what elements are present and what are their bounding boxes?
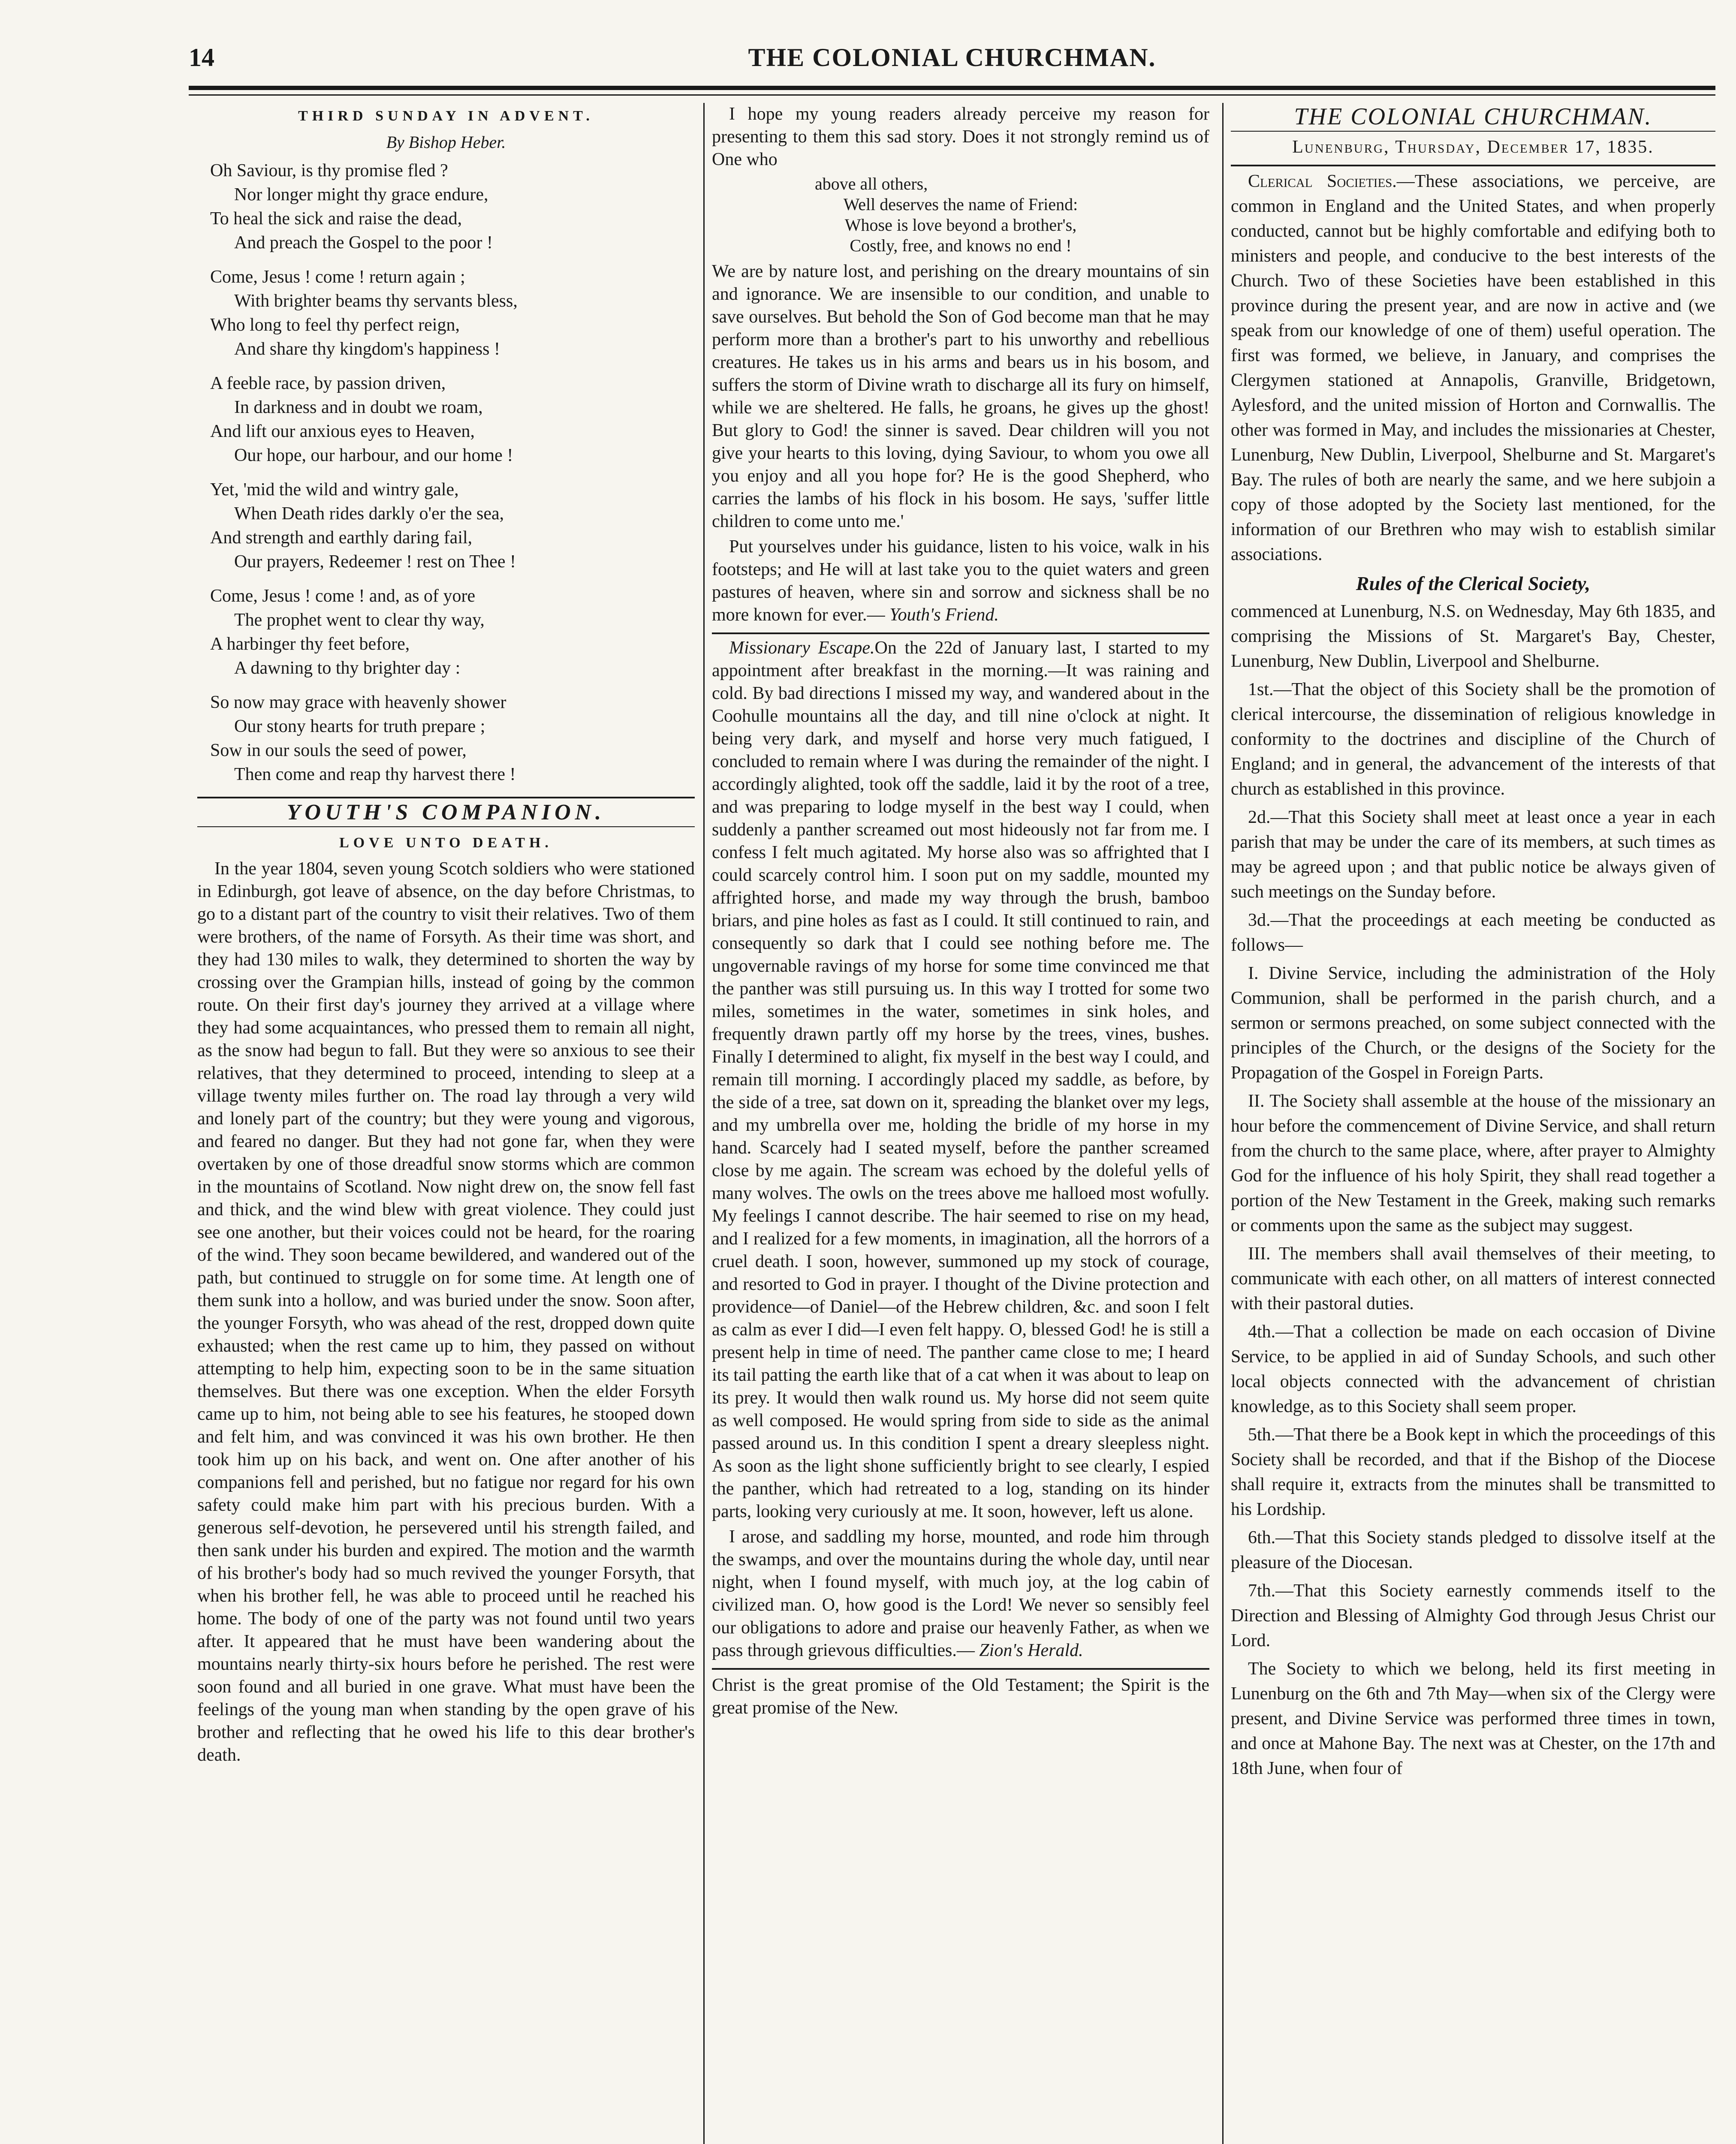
poem-line: And lift our anxious eyes to Heaven, bbox=[210, 422, 475, 441]
poem-stanza bbox=[210, 478, 695, 574]
poem-line: The prophet went to clear thy way, bbox=[234, 610, 485, 630]
editorial-paragraph bbox=[1231, 169, 1715, 567]
poem-line: In darkness and in doubt we roam, bbox=[234, 397, 483, 417]
poem-line: A feeble race, by passion driven, bbox=[210, 373, 446, 393]
closing-quote bbox=[712, 1674, 1209, 1719]
poem-line: Our stony hearts for truth prepare ; bbox=[234, 717, 485, 736]
verse-line: Well deserves the name of Friend: bbox=[843, 195, 1078, 214]
poem-line: Our hope, our harbour, and our home ! bbox=[234, 446, 513, 465]
column-3 bbox=[1231, 103, 1715, 1784]
article-title: Missionary Escape. bbox=[729, 638, 875, 658]
section-rule bbox=[1231, 131, 1715, 132]
source-credit: Youth's Friend. bbox=[889, 605, 999, 625]
verse-line: Whose is love beyond a brother's, bbox=[844, 215, 1077, 235]
poem-stanza bbox=[210, 690, 695, 786]
poem-line: To heal the sick and raise the dead, bbox=[210, 209, 462, 229]
story-paragraph: We are by nature lost, and perishing on the dreary mountains of sin and ignorance. We are insensible to our condition, and unable to save ourselves. But behold the Son of God become man that he may perform more than a brother's part to his unworthy and rebellious creatures. He takes us in his arms and bears us in his bosom, and suffers the storm of Divine wrath to discharge all its fury on himself, while we are sheltered. He falls, he groans, he gives up the ghost! But glory to God! the sinner is saved. Dear children will you not give your hearts to this loving, dying Saviour, to whom you owe all you enjoy and all you hope for? He is the good Shepherd, who carries the lambs of his flock in his bosom. He says, 'suffer little children to come unto me.' bbox=[712, 262, 1209, 531]
poem-line: A dawning to thy brighter day : bbox=[234, 658, 461, 678]
poem-line: Yet, 'mid the wild and wintry gale, bbox=[210, 480, 459, 500]
poem-line: Who long to feel thy perfect reign, bbox=[210, 315, 460, 335]
poem-line: A harbinger thy feet before, bbox=[210, 634, 410, 654]
column-divider bbox=[703, 103, 705, 2144]
section-rule bbox=[197, 797, 695, 798]
quoted-verse bbox=[712, 174, 1209, 256]
poem-stanza bbox=[210, 371, 695, 467]
editorial-title: THE COLONIAL CHURCHMAN. bbox=[1294, 103, 1652, 130]
poem-stanza bbox=[210, 265, 695, 361]
rule-item: 5th.—That there be a Book kept in which the proceedings of this Society shall be recorded, and that if the Bishop of the Diocese shall require it, extracts from the minutes shall be transmitted to his Lordship. bbox=[1231, 1425, 1715, 1519]
article-paragraph: I arose, and saddling my horse, mounted, and rode him through the swamps, and over the mountains during the whole day, until near night, when I found myself, with much joy, at the log cabin of civilized man. O, how good is the Lord! We never so sensibly feel our obligations to adore and praise our heavenly Father, as when we pass through grievous difficulties.— Zion's Herald. bbox=[712, 1527, 1209, 1660]
poem-line: Our prayers, Redeemer ! rest on Thee ! bbox=[234, 552, 516, 572]
rule-item: III. The members shall avail themselves of their meeting, to communicate with each other, on all matters of interest connected with their pastoral duties. bbox=[1231, 1244, 1715, 1313]
editorial-paragraph: The Society to which we belong, held its first meeting in Lunenburg on the 6th and 7th May—when six of the Clergy were present, and Divine Service was performed three times in town, and once at Mahone Bay. The next was at Chester, on the 17th and 18th June, when four of bbox=[1231, 1659, 1715, 1778]
poem-byline: By Bishop Heber. bbox=[386, 132, 506, 152]
section-rule bbox=[712, 1668, 1209, 1670]
poem-line: Then come and reap thy harvest there ! bbox=[234, 765, 516, 784]
poem-line: Sow in our souls the seed of power, bbox=[210, 741, 467, 760]
story-paragraph: I hope my young readers already perceive my reason for presenting to them this sad story. Does it not strongly remind us of One who bbox=[712, 104, 1209, 169]
story-paragraph-text: Put yourselves under his guidance, listen to his voice, walk in his footsteps; and He will at last take you to the quiet waters and green pastures of heaven, where sin and sorrow and sickness shall be no more known for ever. bbox=[712, 537, 1209, 625]
story-continued bbox=[712, 103, 1209, 626]
rule-item: 2d.—That this Society shall meet at least once a year in each parish that may be under the care of its members, at such times as may be agreed upon ; and that public notice be always given of such meetings on the Sunday before. bbox=[1231, 807, 1715, 902]
story-body bbox=[197, 858, 695, 1767]
article-text: On the 22d of January last, I started to my appointment after breakfast in the morning.—It was raining and cold. By bad directions I missed my way, and wandered about in the Coohulle mountains all the day, and till nine o'clock at night. It being very dark, and myself and horse very much fatigued, I concluded to remain where I was during the remainder of the night. I accordingly alighted, took off the saddle, laid it by the root of a tree, and was preparing to lodge myself in the best way I could, when suddenly a panther screamed out most hideously not far from me. I confess I felt much agitated. My horse also was so affrighted that I could scarcely control him. I soon put on my saddle, mounted my affrighted horse, and made my way through the brush, bamboo briars, and pine holes as fast as I could. It still continued to rain, and consequently so dark that I could see nothing before me. The ungovernable ravings of my horse for some time convinced me that the panther was still pursuing us. In this way I trotted for some two miles, sometimes in the water, sometimes in sink holes, and frequently drawn partly off my horse by the trees, vines, bushes. Finally I determined to alight, fix myself in the best way I could, and remain till morning. I accordingly placed my saddle, as before, by the side of a tree, sat down on it, spreading the blanket over my legs, and my umbrella over me, holding the bridle of my horse in my hand. Scarcely had I seated myself, before the panther screamed close by me again. The scream was echoed by the doleful yells of many wolves. The owls on the trees above me halloed most wofully. My feelings I cannot describe. The hair seemed to rise on my head, and I realized for a few moments, in imagination, all the horrors of a cruel death. I soon, however, summoned up my stock of courage, and resorted to God in prayer. I thought of the Divine protection and providence—of Daniel—of the Hebrew children, &c. and soon I felt as calm as ever I did—I even felt happy. O, blessed God! he is still a present help in time of need. The panther came close to me; I heard its tail patting the earth like that of a cat when it was about to leap on its prey. It would then walk round us. My horse did not seem quite as well composed. He would spring from side to side as the animal passed around us. In this condition I spent a dreary sleepless night. As soon as the light shone sufficiently bright to see clearly, I espied the panther, which had retreated to a log, standing on its hinder parts, looking very curiously at me. It soon, however, left us alone. bbox=[712, 638, 1210, 1521]
column-2 bbox=[712, 103, 1209, 1722]
section-rule bbox=[1231, 165, 1715, 166]
closing-text: Christ is the great promise of the Old Testament; the Spirit is the great promise of the New. bbox=[712, 1675, 1209, 1718]
source-credit: Zion's Herald. bbox=[979, 1641, 1083, 1660]
editorial-lead: Clerical Societies. bbox=[1248, 172, 1397, 191]
poem-line: Nor longer might thy grace endure, bbox=[234, 185, 488, 205]
paper-title: THE COLONIAL CHURCHMAN. bbox=[748, 43, 1156, 72]
rules-intro: commenced at Lunenburg, N.S. on Wednesday, May 6th 1835, and comprising the Missions of St. Margaret's Bay, Chester, Lunenburg, New Dublin, Liverpool and Shelburne. bbox=[1231, 602, 1715, 671]
verse-line: Costly, free, and knows no end ! bbox=[850, 236, 1072, 255]
story-paragraph: Put yourselves under his guidance, listen to his voice, walk in his footsteps; and He will at last take you to the quiet waters and green pastures of heaven, where sin and sorrow and sickness shall be no more known for ever.— Youth's Friend. bbox=[712, 537, 1209, 625]
masthead-rule-thin bbox=[189, 94, 1715, 96]
poem-line: And preach the Gospel to the poor ! bbox=[234, 233, 493, 253]
editorial-text: —These associations, we perceive, are common in England and the United States, and when properly conducted, cannot but be highly comfortable and edifying both to ministers and people, and conducive to the best interests of the Church. Two of these Societies have been established in this province during the present year, and are now in active and (we speak from our knowledge of one of them) useful operation. The first was formed, we believe, in January, and comprises the Clergymen stationed at Annapolis, Granville, Bridgetown, Aylesford, and the united mission of Horton and Cornwallis. The other was formed in May, and includes the missionaries at Chester, Lunenburg, New Dublin, Liverpool, Shelburne and St. Margaret's Bay. The rules of both are nearly the same, and we here subjoin a copy of those adopted by the Society last mentioned, for the information of our Brethren who may wish to establish similar associations. bbox=[1231, 172, 1715, 564]
masthead bbox=[189, 43, 1715, 90]
poem-line: And strength and earthly daring fail, bbox=[210, 528, 473, 548]
poem-heading: THIRD SUNDAY IN ADVENT. bbox=[298, 108, 594, 124]
poem-stanza bbox=[210, 159, 695, 255]
verse-line: above all others, bbox=[815, 174, 928, 193]
poem-line: And share thy kingdom's happiness ! bbox=[234, 339, 500, 359]
poem-line: When Death rides darkly o'er the sea, bbox=[234, 504, 504, 524]
column-divider bbox=[1222, 103, 1224, 2144]
poem-line: Oh Saviour, is thy promise fled ? bbox=[210, 161, 448, 181]
rule-item: I. Divine Service, including the administration of the Holy Communion, shall be performed in the parish church, and a sermon or sermons preached, on some subject connected with the principles of the Church, or the designs of the Society for the Propagation of the Gospel in Foreign Parts. bbox=[1231, 964, 1715, 1083]
story-heading: LOVE UNTO DEATH. bbox=[339, 835, 553, 851]
story-paragraph: In the year 1804, seven young Scotch soldiers who were stationed in Edinburgh, got leave of absence, on the day before Christmas, to go to a distant part of the country to visit their relatives. Two of them were brothers, of the name of Forsyth. As their time was short, and they had 130 miles to walk, they determined to shorten the way by crossing over the Grampian hills, instead of going by the common route. On their first day's journey they arrived at a village where they had some acquaintances, who pressed them to remain all night, as the snow had begun to fall. But they were so anxious to see their relatives, that they determined to proceed, intending to sleep at a village twenty miles further on. The road lay through a very wild and lonely part of the country; but they were young and vigorous, and feared no danger. But they had not gone far, when they were overtaken by one of those dreadful snow storms which are common in the mountains of Scotland. Now night drew on, the snow fell fast and thick, and the wind blew with great violence. They could just see one another, but their voices could not be heard, for the roaring of the wind. They soon became bewildered, and wandered out of the path, but continued to struggle on for some time. At length one of them sunk into a hollow, and was buried under the snow. Soon after, the younger Forsyth, who was ahead of the rest, dropped down quite exhausted; when the rest came up to him, they passed on without attempting to help him, expecting soon to be in the same situation themselves. But there was one exception. When the elder Forsyth came up to him, not being able to see his features, he stooped down and felt him, and was convinced it was his own brother. He then took him up on his back, and went on. One after another of his companions fell and perished, but no fatigue nor regard for his own safety could make him part with his precious burden. With a generous self-devotion, he persevered until his strength failed, and then sank under his burden and expired. The motion and the warmth of his brother's body had so much revived the younger Forsyth, that when his brother fell, he was able to proceed until he reached his home. The body of one of the party was not found until two years after. It appeared that he must have been wandering about the mountains nearly thirty-six hours before he perished. The rest were soon found and all buried in one grave. What must have been the feelings of the young man when standing by the open grave of his brother and reflecting that he owed his life to this dear brother's death. bbox=[197, 859, 695, 1765]
poem-line: With brighter beams thy servants bless, bbox=[234, 291, 518, 311]
column-1 bbox=[197, 103, 695, 1769]
masthead-rule bbox=[189, 86, 1715, 90]
rules-title: Rules of the Clerical Society, bbox=[1356, 572, 1591, 594]
rule-item: 4th.—That a collection be made on each occasion of Divine Service, to be applied in aid of Sunday Schools, and such other local objects connected with the advancement of christian knowledge, as to this Society shall seem proper. bbox=[1231, 1322, 1715, 1416]
missionary-article bbox=[712, 637, 1209, 1662]
article-paragraph bbox=[712, 637, 1209, 1523]
rule-item: 3d.—That the proceedings at each meeting be conducted as follows— bbox=[1231, 910, 1715, 955]
poem-line: So now may grace with heavenly shower bbox=[210, 693, 506, 712]
rule-item: 1st.—That the object of this Society shall be the promotion of clerical intercourse, the dissemination of religious knowledge in conformity to the doctrines and discipline of the Church of England; and in general, the advancement of the interests of that church as established in this province. bbox=[1231, 680, 1715, 799]
poem-line: Come, Jesus ! come ! and, as of yore bbox=[210, 586, 476, 606]
rule-item: 7th.—That this Society earnestly commends itself to the Direction and Blessing of Almighty God through Jesus Christ our Lord. bbox=[1231, 1581, 1715, 1650]
rule-item: 6th.—That this Society stands pledged to dissolve itself at the pleasure of the Diocesan. bbox=[1231, 1528, 1715, 1572]
section-rule bbox=[197, 826, 695, 827]
article-text: I arose, and saddling my horse, mounted, and rode him through the swamps, and over the mountains during the whole day, until near night, when I found myself, with much joy, at the log cabin of civilized man. O, how good is the Lord! We never so sensibly feel our obligations to adore and praise our heavenly Father, as when we pass through grievous difficulties. bbox=[712, 1527, 1209, 1660]
page-number: 14 bbox=[189, 43, 214, 72]
section-rule bbox=[712, 632, 1209, 634]
poem-stanza bbox=[210, 584, 695, 680]
rule-item: II. The Society shall assemble at the house of the missionary an hour before the commencement of Divine Service, and shall return from the church to the same place, where, after prayer to Almighty God for the influence of his holy Spirit, they shall read together a portion of the New Testament in the Greek, making such remarks or comments upon the same as the subject may suggest. bbox=[1231, 1091, 1715, 1235]
dateline: Lunenburg, Thursday, December 17, 1835. bbox=[1292, 137, 1654, 157]
youths-companion-title: YOUTH'S COMPANION. bbox=[286, 800, 606, 825]
poem-line: Come, Jesus ! come ! return again ; bbox=[210, 267, 465, 287]
